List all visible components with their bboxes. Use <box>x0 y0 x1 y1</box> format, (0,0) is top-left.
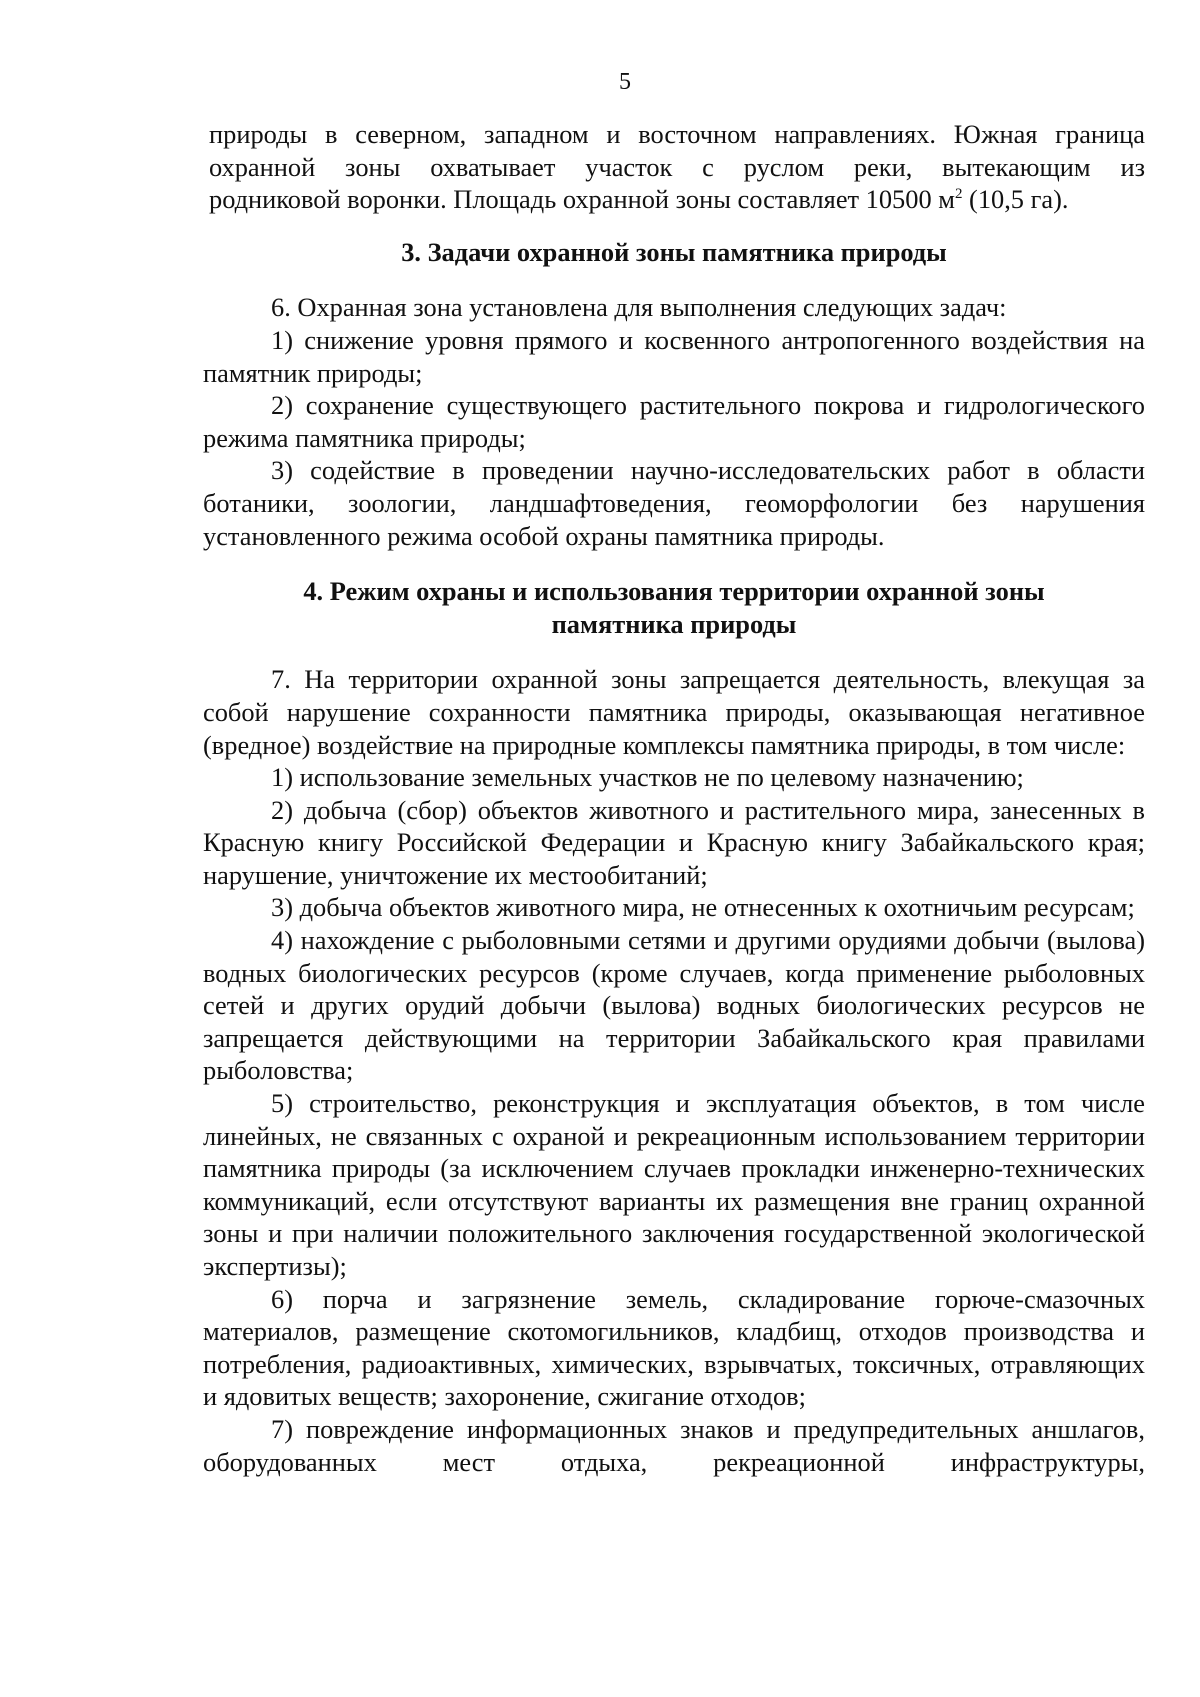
section-3-heading: 3. Задачи охранной зоны памятника природы <box>401 236 947 267</box>
intro-line-3-tail: (10,5 га). <box>962 184 1069 215</box>
intro-line-1: природы в северном, западном и восточном направлениях. Южная граница <box>209 119 1145 149</box>
intro-line-3-text: родниковой воронки. Площадь охранной зоны составляет 10500 м <box>209 184 955 215</box>
section-4-item-3: 3) добыча объектов животного мира, не отнесенных к охотничьим ресурсам; <box>271 892 1135 923</box>
area-unit-superscript: 2 <box>954 186 963 203</box>
section-4-item-2: 2) добыча (сбор) объектов животного и растительного мира, занесенных в Красную книгу Российской Федерации и Красную книгу Забайкальского края; нарушение, уничтожение их местообитаний; <box>203 794 1145 890</box>
intro-line-2: охранной зоны охватывает участок с руслом реки, вытекающим из <box>209 151 1145 182</box>
page-number: 5 <box>619 69 631 95</box>
intro-line-3 <box>209 183 1145 216</box>
section-3-item-1: 1) снижение уровня прямого и косвенного антропогенного воздействия на памятник природы; <box>203 324 1145 388</box>
document-body <box>203 118 1145 1478</box>
section-3-item-2: 2) сохранение существующего растительного покрова и гидрологического режима памятника природы; <box>203 390 1145 453</box>
section-4-heading-line-1: 4. Режим охраны и использования территории охранной зоны <box>303 576 1045 607</box>
section-4-item-5: 5) строительство, реконструкция и эксплуатация объектов, в том числе линейных, не связанных с охраной и рекреационным использованием территории памятника природы (за исключением случаев прокладки инженерно-технических коммуникаций, если отсутствуют варианты их размещения вне границ охранной зоны и при наличии положительного заключения государственной экологической экспертизы); <box>203 1088 1145 1281</box>
section-4-item-4: 4) нахождение с рыболовными сетями и другими орудиями добычи (вылова) водных биологических ресурсов (кроме случаев, когда применение рыболовных сетей и других орудий добычи (вылова) водных биологических ресурсов не запрещается действующими на территории Забайкальского края правилами рыболовства; <box>203 925 1145 1086</box>
section-4-heading <box>203 575 1145 640</box>
section-3-paragraph-6: 6. Охранная зона установлена для выполнения следующих задач: <box>271 292 1007 323</box>
section-4-paragraph-7: 7. На территории охранной зоны запрещается деятельность, влекущая за собой нарушение сохранности памятника природы, оказывающая негативное (вредное) воздействие на природные комплексы памятника природы, в том числе: <box>203 664 1145 760</box>
section-3-item-3: 3) содействие в проведении научно-исследовательских работ в области ботаники, зоологии, ландшафтоведения, геоморфологии без нарушения установленного режима особой охраны памятника природы. <box>203 455 1145 551</box>
section-4-item-1: 1) использование земельных участков не по целевому назначению; <box>271 762 1024 793</box>
section-4-heading-line-2: памятника природы <box>551 608 797 639</box>
section-4-item-7: 7) повреждение информационных знаков и предупредительных аншлагов, оборудованных мест отдыха, рекреационной инфраструктуры, <box>203 1413 1145 1477</box>
intro-paragraph <box>203 118 1145 216</box>
section-4-item-6: 6) порча и загрязнение земель, складирование горюче-смазочных материалов, размещение скотомогильников, кладбищ, отходов производства и потребления, радиоактивных, химических, взрывчатых, токсичных, отравляющих и ядовитых веществ; захоронение, сжигание отходов; <box>203 1283 1145 1412</box>
